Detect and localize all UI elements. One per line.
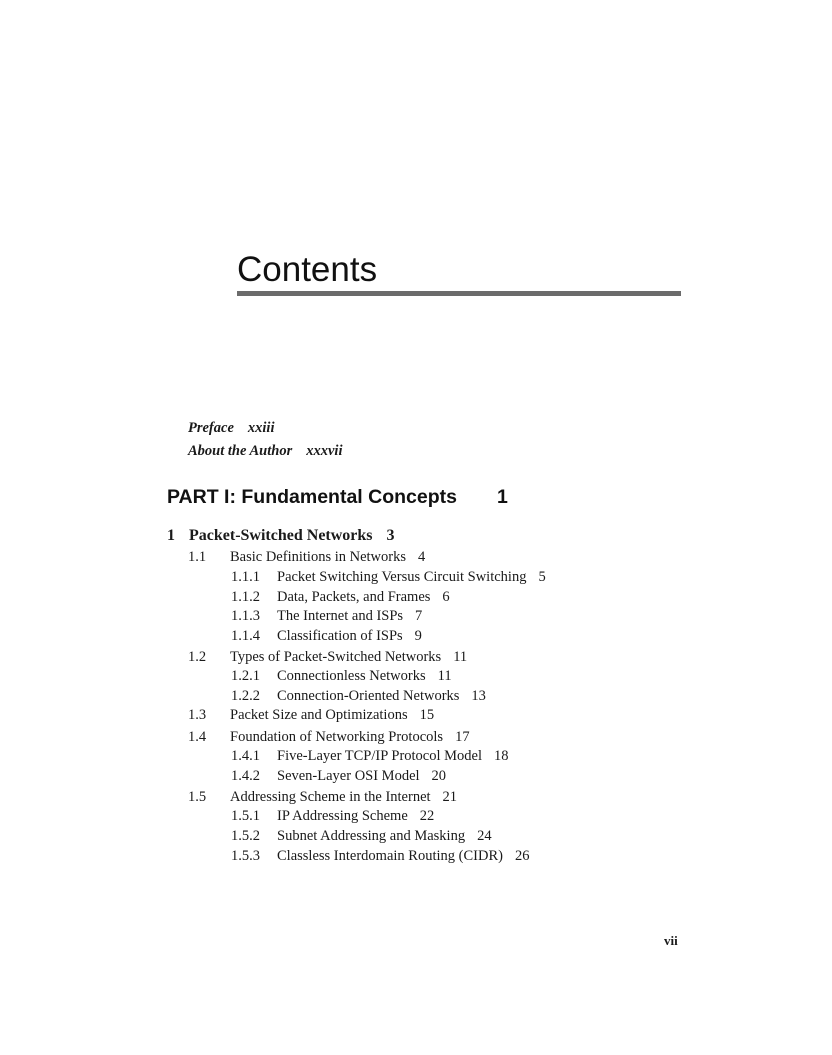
toc-entry[interactable] bbox=[231, 569, 546, 586]
entry-label: Basic Definitions in Networks bbox=[230, 549, 406, 565]
entry-label: Foundation of Networking Protocols bbox=[230, 729, 444, 745]
entry-number: 1.5.1 bbox=[231, 808, 260, 824]
entry-number: 1.2.2 bbox=[231, 688, 260, 704]
toc-entry[interactable] bbox=[231, 848, 529, 865]
entry-page: 6 bbox=[442, 589, 450, 605]
entry-number: 1.1.2 bbox=[231, 589, 260, 605]
entry-label: Subnet Addressing and Masking bbox=[277, 828, 466, 844]
entry-number: 1.1.4 bbox=[231, 628, 260, 644]
entry-page: 17 bbox=[455, 729, 470, 745]
entry-page: 13 bbox=[471, 688, 486, 704]
entry-page: 24 bbox=[477, 828, 492, 844]
entry-page: 5 bbox=[538, 569, 546, 585]
chapter-label: Packet-Switched Networks bbox=[189, 527, 373, 544]
entry-page: 11 bbox=[437, 668, 452, 684]
toc-part-heading[interactable] bbox=[167, 486, 508, 509]
chapter-number: 1 bbox=[167, 527, 175, 544]
toc-entry[interactable] bbox=[188, 707, 434, 724]
entry-number: 1.5.2 bbox=[231, 828, 260, 844]
entry-page: 18 bbox=[494, 748, 509, 764]
entry-label: IP Addressing Scheme bbox=[277, 808, 408, 824]
toc-chapter[interactable] bbox=[167, 527, 395, 545]
title-rule bbox=[237, 291, 681, 296]
entry-label: Addressing Scheme in the Internet bbox=[230, 789, 431, 805]
entry-number: 1.2 bbox=[188, 649, 207, 665]
entry-number: 1.4.2 bbox=[231, 768, 260, 784]
chapter-page: 3 bbox=[386, 527, 395, 544]
entry-label: Classless Interdomain Routing (CIDR) bbox=[277, 848, 503, 864]
entry-number: 1.1 bbox=[188, 549, 207, 565]
toc-entry[interactable] bbox=[231, 589, 450, 606]
toc-entry[interactable] bbox=[188, 729, 470, 746]
entry-label: Connectionless Networks bbox=[277, 668, 426, 684]
toc-entry[interactable] bbox=[231, 748, 509, 765]
toc-entry[interactable] bbox=[231, 668, 452, 685]
toc-entry[interactable] bbox=[231, 628, 422, 645]
toc-front-about-author[interactable] bbox=[188, 443, 342, 460]
entry-page: 21 bbox=[442, 789, 458, 805]
entry-label: Packet Size and Optimizations bbox=[230, 707, 408, 723]
entry-label: Classification of ISPs bbox=[277, 628, 403, 644]
entry-label: Five-Layer TCP/IP Protocol Model bbox=[277, 748, 482, 764]
entry-page: 4 bbox=[418, 549, 426, 565]
page-number: vii bbox=[664, 933, 678, 948]
front-page: xxiii bbox=[247, 420, 275, 436]
toc-entry[interactable] bbox=[231, 828, 492, 845]
entry-number: 1.4.1 bbox=[231, 748, 260, 764]
page-title: Contents bbox=[237, 250, 378, 289]
entry-number: 1.2.1 bbox=[231, 668, 260, 684]
entry-page: 26 bbox=[514, 848, 530, 864]
toc-entry[interactable] bbox=[188, 649, 467, 666]
entry-page: 20 bbox=[431, 768, 447, 784]
entry-number: 1.3 bbox=[188, 707, 207, 723]
entry-number: 1.1.3 bbox=[231, 608, 260, 624]
entry-label: Seven-Layer OSI Model bbox=[277, 768, 420, 784]
entry-number: 1.5.3 bbox=[231, 848, 260, 864]
toc-entry[interactable] bbox=[188, 789, 457, 806]
entry-page: 7 bbox=[415, 608, 423, 624]
part-page: 1 bbox=[497, 486, 508, 508]
entry-number: 1.5 bbox=[188, 789, 207, 805]
entry-number: 1.4 bbox=[188, 729, 207, 745]
toc-entry[interactable] bbox=[231, 808, 434, 825]
entry-label: Data, Packets, and Frames bbox=[277, 589, 431, 605]
front-page: xxxvii bbox=[306, 443, 343, 459]
entry-label: Packet Switching Versus Circuit Switching bbox=[277, 569, 527, 585]
entry-label: Types of Packet-Switched Networks bbox=[230, 649, 442, 665]
entry-page: 15 bbox=[419, 707, 435, 723]
front-label: Preface bbox=[188, 420, 234, 436]
entry-page: 11 bbox=[453, 649, 468, 665]
toc-front-preface[interactable] bbox=[188, 420, 274, 437]
entry-number: 1.1.1 bbox=[231, 569, 260, 585]
front-label: About the Author bbox=[188, 443, 293, 459]
entry-label: Connection-Oriented Networks bbox=[277, 688, 460, 704]
toc-entry[interactable] bbox=[231, 688, 486, 705]
entry-page: 22 bbox=[419, 808, 435, 824]
entry-page: 9 bbox=[414, 628, 422, 644]
toc-entry[interactable] bbox=[231, 768, 446, 785]
part-label: PART I: Fundamental Concepts bbox=[167, 486, 457, 508]
entry-label: The Internet and ISPs bbox=[277, 608, 404, 624]
toc-entry[interactable] bbox=[188, 549, 425, 566]
toc-entry[interactable] bbox=[231, 608, 422, 625]
